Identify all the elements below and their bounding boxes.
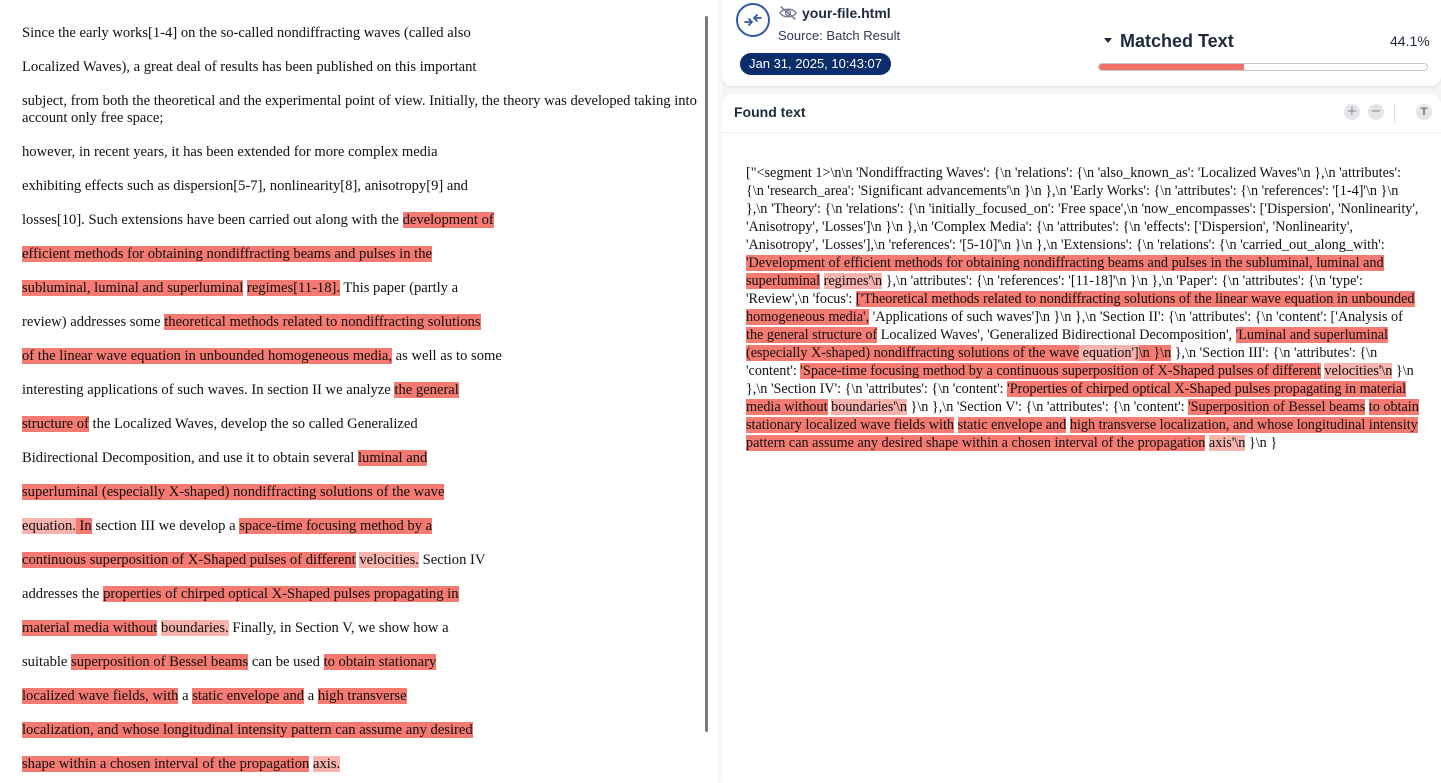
matched-span: to obtain stationary localized wave fields with xyxy=(746,399,1419,433)
matched-span: properties of chirped optical X-Shaped pulses propagating in xyxy=(103,586,459,602)
matched-span: 'Luminal and superluminal (especially X-shaped) nondiffracting solutions of the wave xyxy=(746,327,1388,361)
matched-span: regimes'\n xyxy=(823,273,883,289)
matched-span: high transverse xyxy=(317,688,407,704)
text-span: Localized Waves), a great deal of results has been published on this important xyxy=(22,59,477,75)
zoom-in-button[interactable]: + xyxy=(1344,104,1360,120)
matched-span: 'Space-time focusing method by a continuous superposition of X-Shaped pulses of different xyxy=(800,363,1321,379)
matched-span: equation. xyxy=(22,518,76,534)
matched-span: the general structure of xyxy=(746,327,878,343)
source-label: Source: Batch Result xyxy=(778,28,901,43)
matched-span: equation'] xyxy=(1079,345,1139,361)
matched-span: space-time focusing method by a xyxy=(239,518,433,534)
toolbar-divider xyxy=(1394,103,1395,123)
text-span: interesting applications of such waves. In section II we analyze xyxy=(22,382,395,398)
text-span: Section IV xyxy=(418,552,486,568)
text-span: }\n } xyxy=(1245,435,1278,451)
matched-span: theoretical methods related to nondiffracting solutions xyxy=(164,314,481,330)
document-line xyxy=(22,620,697,637)
text-span: subject, from both the theoretical and the experimental point of view. Initially, the theory was developed taking into account only free space; xyxy=(22,93,697,126)
document-line xyxy=(22,450,697,467)
document-line xyxy=(22,246,697,263)
matched-span: high transverse localization, and whose longitudinal intensity pattern can assume any desired shape within a chosen interval of the propagation xyxy=(746,417,1418,451)
matched-span: structure of xyxy=(22,416,89,432)
matched-span: In xyxy=(75,518,92,534)
source-document-pane xyxy=(0,0,718,783)
found-text-divider xyxy=(722,132,1441,133)
result-pane xyxy=(722,0,1441,783)
matched-span: development of xyxy=(402,212,494,228)
document-line xyxy=(22,348,697,365)
matched-span: localized wave fields, with xyxy=(22,688,179,704)
found-text-panel xyxy=(722,94,1441,783)
text-span: can be used xyxy=(248,654,324,670)
document-scrollbar[interactable] xyxy=(705,16,708,732)
document-line xyxy=(22,382,697,399)
matched-span: to obtain stationary xyxy=(323,654,437,670)
document-line xyxy=(22,280,697,297)
found-text-content xyxy=(746,164,1422,452)
eye-off-icon[interactable] xyxy=(779,6,797,20)
matched-span: velocities. xyxy=(359,552,419,568)
matched-span: static envelope and xyxy=(957,417,1067,433)
matched-span: ['Theoretical methods related to nondiffracting solutions of the linear wave equation in unbounded homogeneous media', xyxy=(746,291,1415,325)
text-span: }\n },\n 'Section IV': {\n 'attributes': {\n 'content': xyxy=(746,363,1414,397)
date-badge: Jan 31, 2025, 10:43:07 xyxy=(740,53,891,75)
document-line xyxy=(22,518,697,535)
document-line xyxy=(22,178,697,195)
text-span: as well as to some xyxy=(392,348,502,364)
text-span: Bidirectional Decomposition, and use it to obtain several xyxy=(22,450,358,466)
text-span: exhibiting effects such as dispersion[5-7], nonlinearity[8], anisotropy[9] and xyxy=(22,178,468,194)
matched-span: 'Development of efficient methods for obtaining nondiffracting beams and pulses in the subluminal, luminal and superluminal xyxy=(746,255,1384,289)
matched-text-title[interactable]: Matched Text xyxy=(1120,31,1234,51)
document-line xyxy=(22,586,697,603)
found-text-title: Found text xyxy=(734,104,806,120)
matched-span: axis'\n xyxy=(1208,435,1246,451)
matched-span: subluminal, luminal and superluminal xyxy=(22,280,244,296)
text-span: },\n 'Section III': {\n 'attributes': {\n 'content': xyxy=(746,345,1378,379)
matched-progress-fill xyxy=(1099,64,1244,70)
text-span: Since the early works[1-4] on the so-called nondiffracting waves (called also xyxy=(22,25,471,41)
text-span: Localized Waves', 'Generalized Bidirectional Decomposition', xyxy=(877,327,1236,343)
document-line xyxy=(22,59,697,76)
matched-span: shape within a chosen interval of the propagation xyxy=(22,756,310,772)
compare-button[interactable] xyxy=(736,3,770,37)
text-span: the Localized Waves, develop the so called Generalized xyxy=(88,416,418,432)
text-span: 'Applications of such waves']\n }\n },\n 'Section II': {\n 'attributes': {\n 'content': ['Analysis of xyxy=(869,309,1403,325)
result-header xyxy=(722,0,1441,86)
zoom-out-button[interactable]: − xyxy=(1368,104,1384,120)
matched-span: static envelope and xyxy=(192,688,305,704)
matched-span: axis. xyxy=(313,756,341,772)
text-span: },\n 'attributes': {\n 'references': '[11-18]'\n }\n },\n 'Paper': {\n 'attributes': {\n 'type': 'Review',\n 'focus': xyxy=(746,273,1363,307)
text-span: section III we develop a xyxy=(91,518,240,534)
matched-percent: 44.1% xyxy=(1390,33,1430,49)
source-document-text xyxy=(22,25,697,783)
matched-span: luminal and xyxy=(357,450,428,466)
matched-span: boundaries'\n xyxy=(831,399,907,415)
document-line xyxy=(22,314,697,331)
text-span: however, in recent years, it has been extended for more complex media xyxy=(22,144,438,160)
text-format-button[interactable]: T xyxy=(1416,104,1432,120)
matched-span: continuous superposition of X-Shaped pulses of different xyxy=(22,552,356,568)
text-span: a xyxy=(304,688,318,704)
document-line xyxy=(22,654,697,671)
document-line xyxy=(22,212,697,229)
matched-span: superluminal (especially X-shaped) nondiffracting solutions of the wave xyxy=(22,484,445,500)
caret-down-icon[interactable] xyxy=(1104,38,1112,43)
matched-span: 'Superposition of Bessel beams xyxy=(1188,399,1366,415)
matched-span: efficient methods for obtaining nondiffracting beams and pulses in the xyxy=(22,246,433,262)
matched-span: superposition of Bessel beams xyxy=(71,654,249,670)
matched-span: localization, and whose longitudinal intensity pattern can assume any desired xyxy=(22,722,473,738)
matched-span: material media without xyxy=(22,620,158,636)
text-span: suitable xyxy=(22,654,72,670)
text-span: }\n },\n 'Section V': {\n 'attributes': {\n 'content': xyxy=(906,399,1189,415)
matched-span: boundaries. xyxy=(161,620,229,636)
document-line xyxy=(22,416,697,433)
matched-span: regimes[11-18]. xyxy=(246,280,341,296)
text-span: Finally, in Section V, we show how a xyxy=(228,620,449,636)
matched-span: velocities'\n xyxy=(1324,363,1393,379)
text-span: addresses the xyxy=(22,586,104,602)
text-span: a xyxy=(178,688,193,704)
compare-arrows-icon xyxy=(743,10,763,30)
matched-span: of the linear wave equation in unbounded homogeneous media, xyxy=(22,348,393,364)
document-line xyxy=(22,484,697,501)
document-line xyxy=(22,144,697,161)
document-line xyxy=(22,722,697,739)
matched-progress-bar xyxy=(1098,63,1428,71)
matched-span: the general xyxy=(394,382,459,398)
text-span: This paper (partly a xyxy=(340,280,459,296)
document-line xyxy=(22,756,697,773)
matched-span: 'Properties of chirped optical X-Shaped pulses propagating in material media without xyxy=(746,381,1407,415)
document-line xyxy=(22,552,697,569)
matched-span: \n }\n xyxy=(1138,345,1172,361)
text-span: review) addresses some xyxy=(22,314,165,330)
document-line xyxy=(22,688,697,705)
document-line xyxy=(22,25,697,42)
document-line xyxy=(22,93,697,127)
file-name: your-file.html xyxy=(802,5,891,21)
text-span: ["<segment 1>\n\n 'Nondiffracting Waves': {\n 'relations': {\n 'also_known_as': 'Localized Waves'\n },\n 'attributes': {\n 'research_area': 'Significant advancements'\n }\n },\n 'Early Works': {\n 'attributes': {\n 'references': '[1-4]'\n }\n },\n 'Theory': {\n 'relations': {\n 'initially_focused_on': 'Free space',\n 'now_encompasses': ['Dispersion', 'Nonlinearity', 'Anisotropy', 'Losses']\n }\n },\n 'Complex Media': {\n 'attributes': {\n 'effects': ['Dispersion', 'Nonlinearity', 'Anisotropy', 'Losses'],\n 'references': '[5-10]'\n }\n },\n 'Extensions': {\n 'relations': {\n 'carried_out_along_with': xyxy=(746,165,1419,253)
text-span: losses[10]. Such extensions have been carried out along with the xyxy=(22,212,403,228)
